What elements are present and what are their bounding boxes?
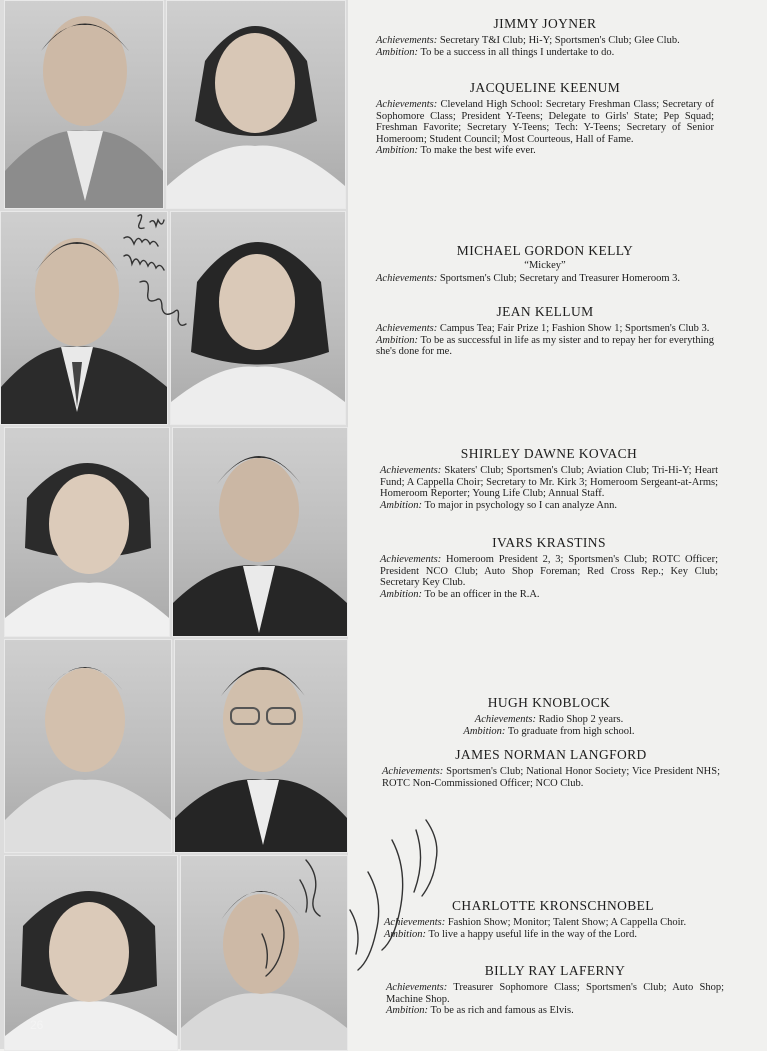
ambition-label: Ambition: bbox=[384, 928, 426, 940]
entry-charlotte-kronschnobel bbox=[384, 898, 722, 940]
ambition-label: Ambition: bbox=[386, 1005, 428, 1016]
student-name: JEAN KELLUM bbox=[496, 304, 594, 319]
ambition-label: Ambition: bbox=[376, 46, 418, 58]
student-name: JAMES NORMAN LANGFORD bbox=[455, 747, 647, 762]
achievements-label: Achievements: bbox=[380, 465, 442, 476]
achievements-text: Sportsmen's Club; Secretary and Treasurer Homeroom 3. bbox=[439, 273, 680, 284]
entry-michael-kelly bbox=[376, 243, 714, 285]
student-name: CHARLOTTE KRONSCHNOBEL bbox=[452, 898, 654, 913]
entry-jacqueline-keenum bbox=[376, 80, 714, 157]
student-name: MICHAEL GORDON KELLY bbox=[456, 243, 634, 258]
achievements-text: Sportsmen's Club; National Honor Society; Vice President NHS; ROTC Non-Commissioned Officer; NCO Club. bbox=[382, 766, 721, 789]
achievements-text: Treasurer Sophomore Class; Sportsmen's Club; Auto Shop; Machine Shop. bbox=[386, 982, 724, 1005]
portrait-column bbox=[0, 0, 348, 1049]
portrait-jacqueline-keenum bbox=[166, 0, 346, 209]
student-name: JIMMY JOYNER bbox=[493, 16, 597, 31]
achievements-label: Achievements: bbox=[376, 273, 438, 284]
portrait-hugh-knoblock bbox=[4, 639, 172, 853]
ambition-text: To be an officer in the R.A. bbox=[424, 588, 540, 600]
achievements-text: Fashion Show; Monitor; Talent Show; A Cappella Choir. bbox=[447, 917, 687, 928]
ambition-label: Ambition: bbox=[376, 334, 418, 346]
portrait-shirley-kovach bbox=[4, 427, 170, 637]
ambition-text: To make the best wife ever. bbox=[420, 145, 536, 156]
achievements-text: Homeroom President 2, 3; Sportsmen's Club; ROTC Officer; President NCO Club; Auto Shop Foreman; Red Cross Rep.; Key Club; Secretary Key Club. bbox=[380, 554, 719, 588]
achievements-label: Achievements: bbox=[386, 982, 448, 993]
achievements-text: Radio Shop 2 years. bbox=[538, 714, 624, 725]
entry-jimmy-joyner bbox=[376, 16, 714, 58]
ambition-text: To be as rich and famous as Elvis. bbox=[430, 1005, 574, 1016]
ambition-label: Ambition: bbox=[376, 145, 418, 156]
portrait-jean-kellum bbox=[170, 211, 346, 425]
entry-shirley-kovach bbox=[380, 446, 718, 511]
entry-ivars-krastins bbox=[380, 535, 718, 600]
student-name: SHIRLEY DAWNE KOVACH bbox=[460, 446, 638, 461]
entry-hugh-knoblock bbox=[380, 695, 718, 737]
student-name: IVARS KRASTINS bbox=[492, 535, 606, 550]
ambition-text: To be as successful in life as my sister and to repay her for everything she's done for me. bbox=[376, 334, 714, 357]
student-nickname: “Mickey” bbox=[524, 260, 566, 271]
achievements-label: Achievements: bbox=[474, 714, 536, 725]
ambition-label: Ambition: bbox=[380, 588, 422, 600]
entry-billy-laferny bbox=[386, 963, 724, 1017]
entry-jean-kellum bbox=[376, 304, 714, 358]
achievements-text: Cleveland High School: Secretary Freshman Class; Secretary of Sophomore Class; President Y-Teens; Delegate to Girls' State; Pep Squad; Freshman Favorite; Secretary Y-Teens; Tech: Y-Teens; Secretary of Senior Homeroom; Student Council; Most Courteous, Hall of Fame. bbox=[376, 99, 715, 145]
student-name: HUGH KNOBLOCK bbox=[487, 695, 611, 710]
entry-james-langford bbox=[382, 747, 720, 789]
portrait-james-langford bbox=[174, 639, 348, 853]
student-name: BILLY RAY LAFERNY bbox=[484, 963, 626, 978]
ambition-label: Ambition: bbox=[463, 725, 506, 737]
portrait-billy-laferny bbox=[180, 855, 348, 1051]
achievements-text: Skaters' Club; Sportsmen's Club; Aviation Club; Tri-Hi-Y; Heart Fund; A Cappella Choir; Secretary to Mr. Kirk 3; Homeroom Sergeant-at-Arms; Homeroom Reporter; Young Life Club; Annual Staff. bbox=[380, 465, 719, 499]
ambition-text: To be a success in all things I undertake to do. bbox=[420, 46, 615, 58]
achievements-text: Campus Tea; Fair Prize 1; Fashion Show 1; Sportsmen's Club 3. bbox=[439, 323, 710, 334]
achievements-label: Achievements: bbox=[382, 766, 444, 777]
portrait-michael-kelly bbox=[0, 211, 168, 425]
portrait-ivars-krastins bbox=[172, 427, 348, 637]
ambition-text: To graduate from high school. bbox=[507, 725, 635, 737]
achievements-label: Achievements: bbox=[376, 99, 438, 110]
page-number: 26 bbox=[30, 1018, 44, 1032]
achievements-label: Achievements: bbox=[380, 554, 442, 565]
ambition-text: To major in psychology so I can analyze Ann. bbox=[424, 499, 618, 511]
achievements-text: Secretary T&I Club; Hi-Y; Sportsmen's Club; Glee Club. bbox=[439, 35, 680, 46]
achievements-label: Achievements: bbox=[376, 323, 438, 334]
portrait-jimmy-joyner bbox=[4, 0, 164, 209]
achievements-label: Achievements: bbox=[376, 35, 438, 46]
ambition-label: Ambition: bbox=[380, 499, 422, 511]
achievements-label: Achievements: bbox=[384, 917, 446, 928]
ambition-text: To live a happy useful life in the way of the Lord. bbox=[428, 928, 638, 940]
student-name: JACQUELINE KEENUM bbox=[469, 80, 621, 95]
